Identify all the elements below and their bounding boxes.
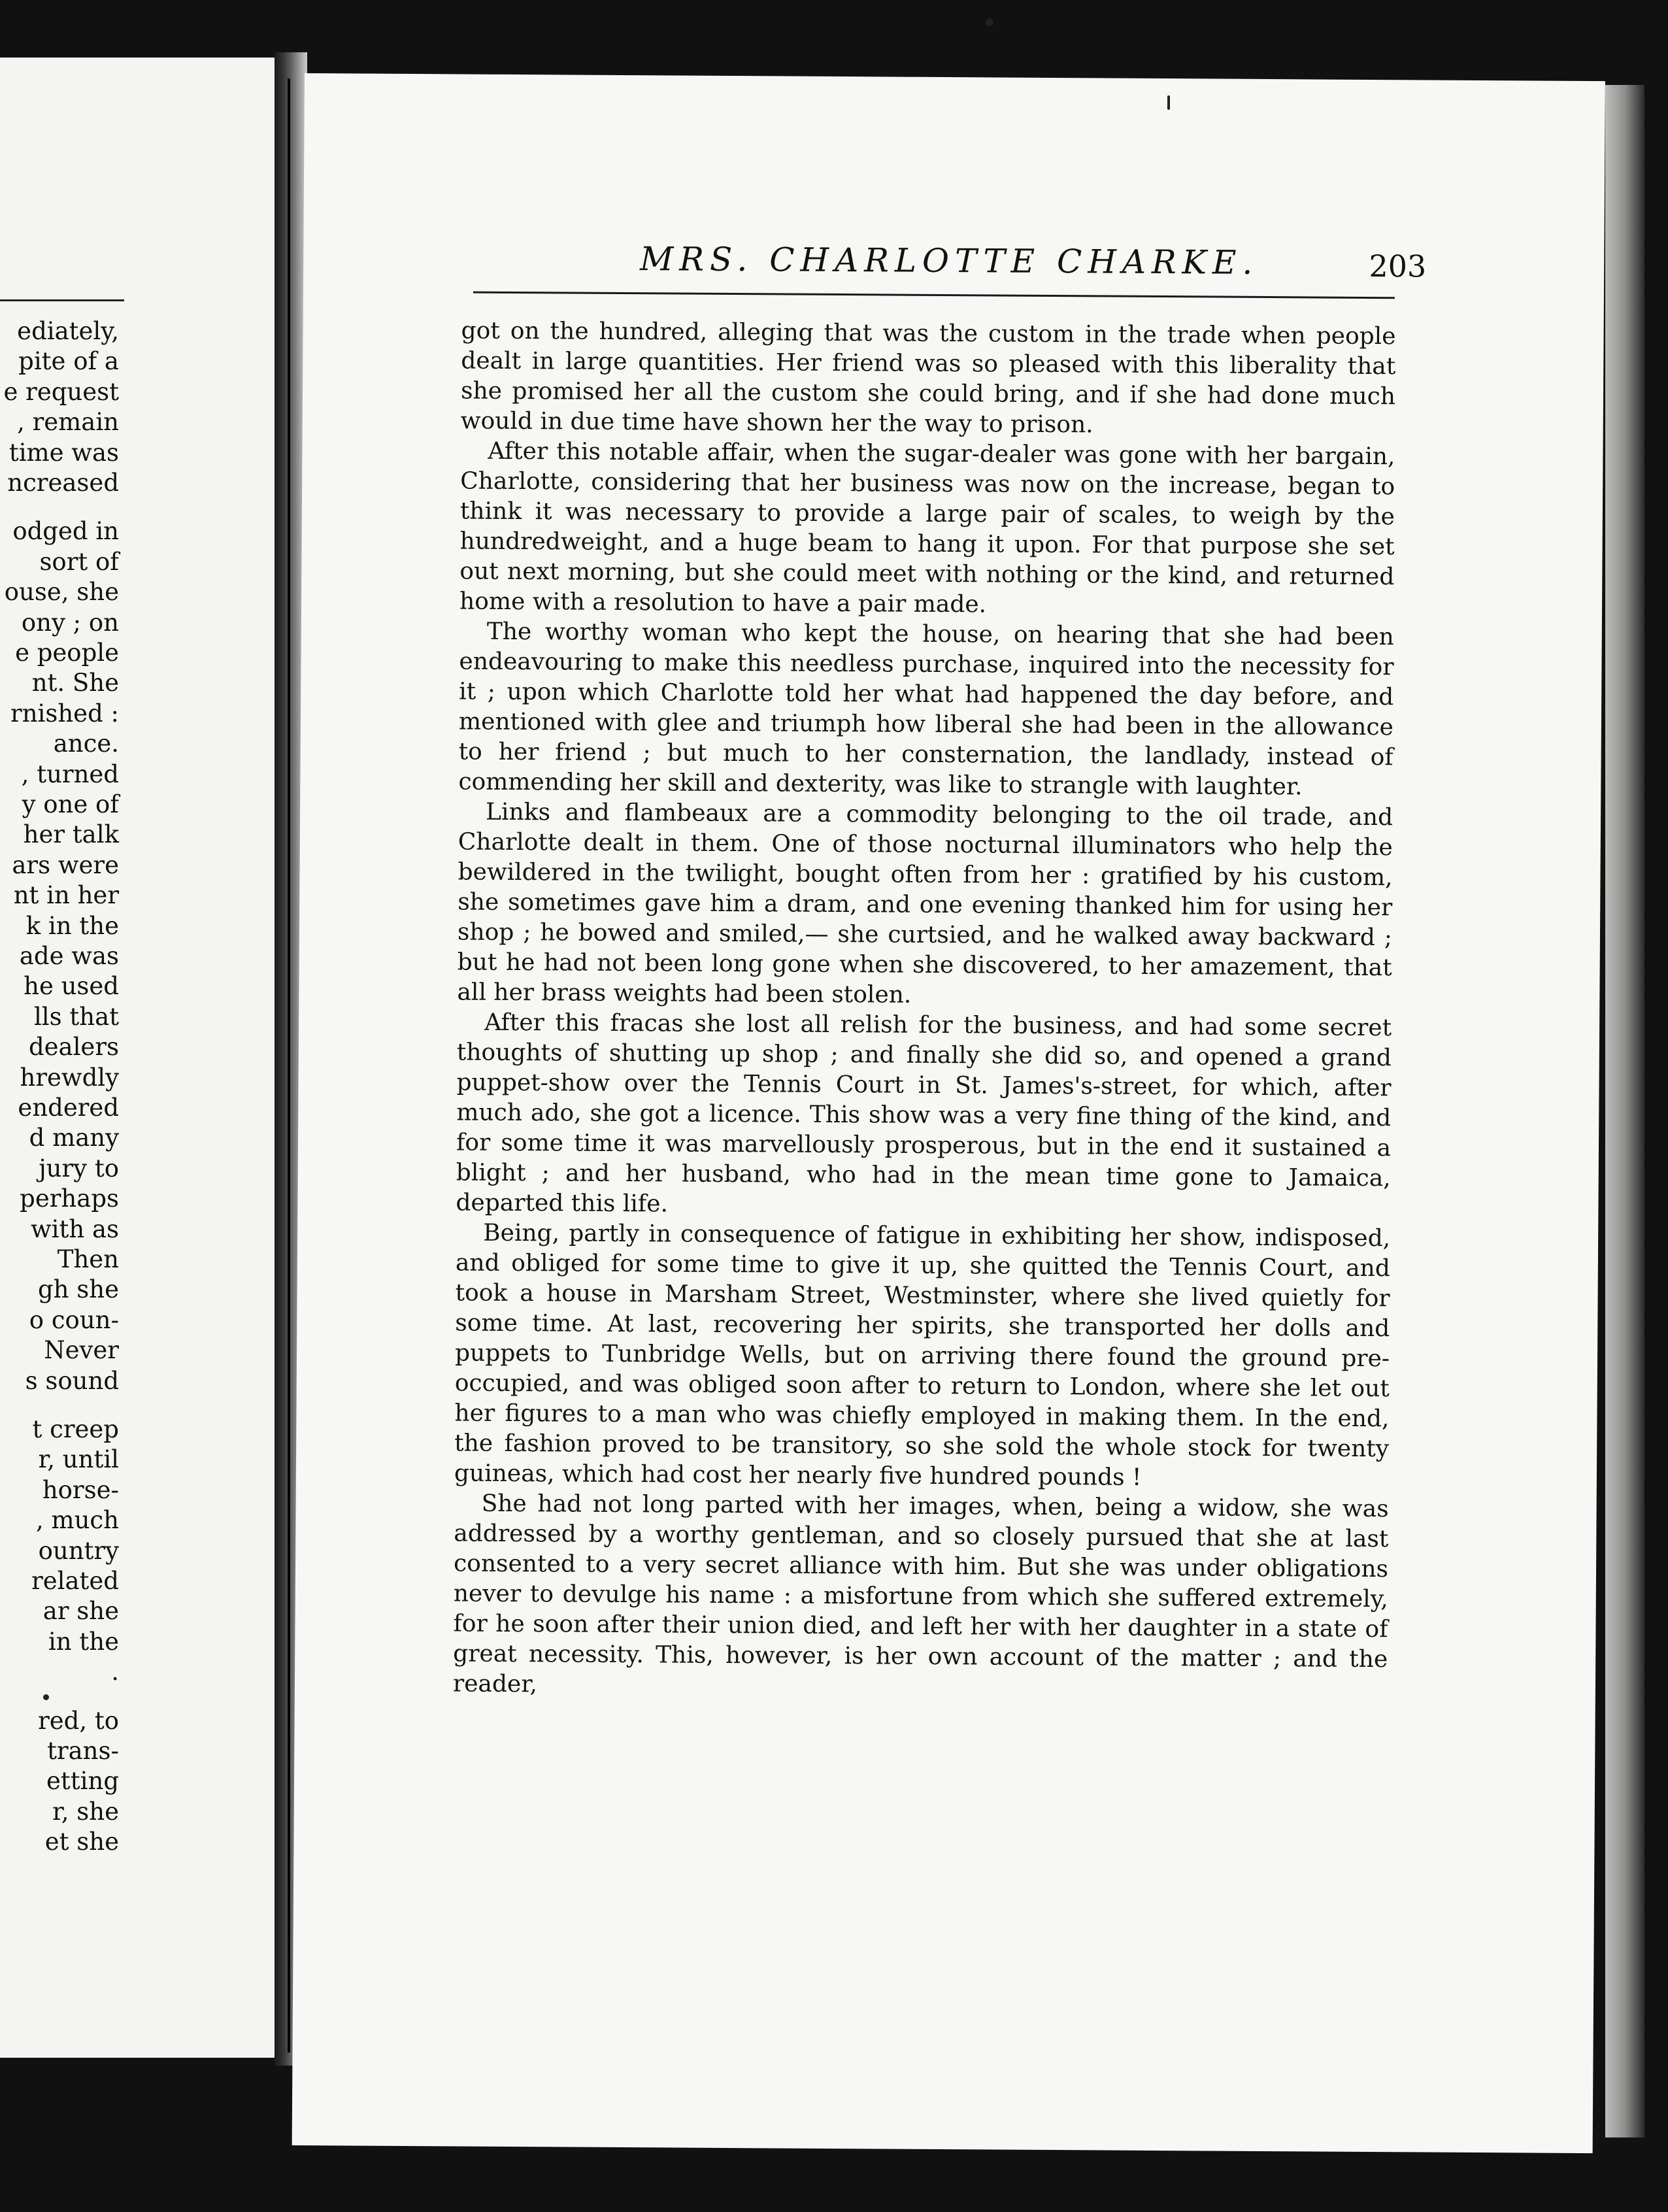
previous-page-line-fragment: endered bbox=[18, 1094, 119, 1122]
previous-page-line-fragment: horse- bbox=[42, 1476, 119, 1504]
previous-page-line-fragment: dealers bbox=[28, 1033, 119, 1061]
previous-page-line-fragment: , much bbox=[36, 1506, 119, 1534]
previous-page-line-fragment: ance. bbox=[53, 729, 119, 758]
previous-page-line-fragment: time was bbox=[8, 439, 119, 467]
previous-page-line-fragment: et she bbox=[44, 1828, 119, 1856]
previous-page-line-fragment: . bbox=[111, 1658, 119, 1686]
previous-page-line-fragment: , turned bbox=[21, 760, 119, 788]
previous-page-line-fragment: red, to bbox=[38, 1707, 119, 1735]
previous-page-line-fragment: sort of bbox=[39, 548, 119, 576]
previous-page-line-fragment: e request bbox=[3, 378, 119, 406]
paragraph: got on the hundred, alleging that was the custom in the trade when people dealt in large quantities. Her friend was so pleased with this liberality that she promised her all the custom she could bring, and if she had done much would in due time have shown her the way to prison. bbox=[460, 317, 1396, 439]
previous-page-line-fragment: ar she bbox=[42, 1597, 119, 1625]
head-rule bbox=[473, 292, 1395, 299]
previous-page-head-rule bbox=[0, 299, 124, 301]
binding-shadow bbox=[288, 78, 290, 2053]
previous-page-line-fragment: ncreased bbox=[7, 469, 119, 497]
previous-page-edge bbox=[0, 58, 276, 2058]
previous-page-line-fragment: ade was bbox=[19, 942, 119, 970]
previous-page-line-fragment: gh she bbox=[38, 1275, 119, 1303]
previous-page-line-fragment: ouse, she bbox=[4, 578, 119, 606]
previous-page-line-fragment: he used bbox=[24, 972, 119, 1000]
previous-page-line-fragment: nt. She bbox=[31, 669, 119, 697]
paragraph: After this fracas she lost all relish for the business, and had some secret thoughts of shutting up shop ; and finally she did so, and opened a grand puppet-show over the Tennis Court in St. James's-street, for which, after much ado, she got a licence. This show was a very fine thing of the kind, and for some time it was marvellously prosperous, but in the end it sustained a blight ; and her husband, who had in the mean time gone to Jamaica, departed this life. bbox=[456, 1009, 1392, 1218]
scan-speck bbox=[1167, 95, 1170, 110]
previous-page-line-fragment: nt in her bbox=[13, 881, 119, 909]
previous-page-line-fragment: her talk bbox=[23, 820, 119, 848]
previous-page-line-fragment: Then bbox=[57, 1245, 119, 1273]
previous-page-line-fragment: ony ; on bbox=[21, 609, 119, 637]
previous-page-line-fragment: o coun- bbox=[29, 1306, 119, 1334]
previous-page-line-fragment: e people bbox=[15, 639, 119, 667]
body-text bbox=[453, 316, 1396, 1705]
paragraph: After this notable affair, when the sugar-dealer was gone with her bargain, Charlotte, considering that her business was now on the increase, began to think it was necessary to provide a large pair of scales, to weigh by the hundredweight, and a huge beam to hang it upon. For that purpose she set out next morning, but she could meet with nothing or the kind, and returned home with a resolution to have a pair made. bbox=[459, 437, 1395, 618]
scan-speck bbox=[43, 1694, 49, 1700]
previous-page-line-fragment: s sound bbox=[25, 1367, 119, 1395]
previous-page-line-fragment: y one of bbox=[22, 790, 119, 818]
previous-page-line-fragment: rnished : bbox=[10, 699, 119, 728]
running-head: MRS. CHARLOTTE CHARKE. bbox=[639, 240, 1259, 282]
previous-page-line-fragment: jury to bbox=[39, 1154, 119, 1182]
previous-page-line-fragment: ountry bbox=[38, 1537, 119, 1565]
paragraph: She had not long parted with her images, when, being a widow, she was addressed by a worthy gentleman, and so closely pursued that she at last consented to a very secret alliance with him. But she was under obligations never to devulge his name : a misfortune from which she suffered extremely, for he soon after their union died, and left her with her daughter in a state of great necessity. This, however, is her own account of the matter ; and the reader, bbox=[452, 1490, 1389, 1698]
previous-page-line-fragment: hrewdly bbox=[20, 1064, 119, 1092]
previous-page-line-fragment: related bbox=[31, 1567, 119, 1595]
previous-page-line-fragment: etting bbox=[46, 1767, 119, 1795]
previous-page-line-fragment: k in the bbox=[25, 912, 119, 940]
page-edge-shadow bbox=[1605, 85, 1644, 2137]
paragraph: Being, partly in consequence of fatigue in exhibiting her show, indisposed, and obliged for some time to give it up, she quitted the Tennis Court, and took a house in Marsham Street, Westminster, where she lived quietly for some time. At last, recovering her spirits, she transported her dolls and puppets to Tunbridge Wells, but on arriving there found the ground pre-occupied, and was obliged soon after to return to London, where she let out her figures to a man who was chiefly employed in making them. In the end, the fashion proved to be transitory, so she sold the whole stock for twenty guineas, which had cost her nearly five hundred pounds ! bbox=[454, 1219, 1391, 1491]
paragraph: The worthy woman who kept the house, on hearing that she had been endeavouring to make this needless purchase, inquired into the necessity for it ; upon which Charlotte told her what had happened the day before, and mentioned with glee and triumph how liberal she had been in the allowance to her friend ; but much to her consternation, the landlady, instead of commending her skill and dexterity, was like to strangle with laughter. bbox=[458, 618, 1394, 801]
previous-page-line-fragment: in the bbox=[48, 1628, 119, 1656]
previous-page-line-fragment: ediately, bbox=[17, 317, 119, 345]
previous-page-line-fragment: ars were bbox=[12, 851, 119, 879]
previous-page-line-fragment: trans- bbox=[47, 1737, 119, 1765]
previous-page-line-fragment: lls that bbox=[33, 1003, 119, 1031]
previous-page-line-fragment: Never bbox=[44, 1336, 119, 1364]
previous-page-line-fragment: perhaps bbox=[20, 1184, 119, 1213]
previous-page-line-fragment: r, until bbox=[38, 1445, 119, 1473]
previous-page-line-fragment: odged in bbox=[12, 517, 119, 545]
previous-page-line-fragment: , remain bbox=[17, 408, 119, 436]
previous-page-line-fragment: t creep bbox=[32, 1415, 119, 1443]
paragraph: Links and flambeaux are a commodity belonging to the oil trade, and Charlotte dealt in them. One of those nocturnal illuminators who help the bewildered in the twilight, bought often from her : gratified by his custom, she sometimes gave him a dram, and one evening thanked him for using her shop ; he bowed and smiled,— she curtsied, and he walked away backward ; but he had not been long gone when she discovered, to her amazement, that all her brass weights had been stolen. bbox=[457, 798, 1393, 1009]
book-page bbox=[292, 73, 1605, 2153]
previous-page-line-fragment: pite of a bbox=[18, 347, 119, 375]
page-number: 203 bbox=[1369, 248, 1427, 284]
scan-speck bbox=[986, 18, 993, 26]
previous-page-line-fragment: r, she bbox=[52, 1798, 119, 1826]
previous-page-line-fragment: with as bbox=[30, 1215, 119, 1243]
previous-page-line-fragment: d many bbox=[29, 1124, 119, 1152]
